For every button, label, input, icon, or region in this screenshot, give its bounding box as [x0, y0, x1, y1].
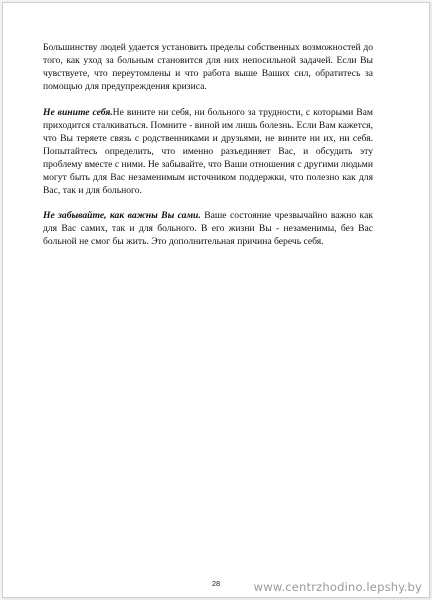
site-watermark: www.centrzhodino.lepshy.by	[253, 580, 422, 594]
page-number: 28	[211, 579, 221, 588]
paragraph-intro	[43, 41, 373, 93]
paragraph-self-importance	[43, 209, 373, 248]
paragraph-lead: Не вините себя.	[43, 107, 113, 118]
paragraph-dont-blame	[43, 106, 373, 197]
paragraph-text: Не вините ни себя, ни больного за трудности, с которыми Вам приходится сталкиваться. Помните - виной им лишь болезнь. Если Вам кажется, что Вы теряете связь с родственниками и друзьями, не вините ни их, ни себя. Попытайтесь определить, что именно разъединяет Вас, и обсудить эту проблему вместе с ними. Не забывайте, что Ваши отношения с другими людьми могут быть для Вас незаменимым источником поддержки, что полезно как для Вас, так и для больного.	[43, 107, 373, 196]
paragraph-lead: Не забывайте, как важны Вы сами.	[43, 210, 201, 221]
paragraph-text: Ваше состояние чрезвычайно важно как для Вас самих, так и для больного. В его жизни Вы - незаменимы, без Вас больной не смог бы жить. Это дополнительная причина беречь себя.	[43, 210, 373, 247]
document-page	[2, 2, 430, 598]
document-body	[43, 41, 373, 260]
paragraph-text: Большинству людей удается установить пределы собственных возможностей до того, как уход за больным становится для них непосильной задачей. Если Вы чувствуете, что переутомлены и что работа выше Ваших сил, обратитесь за помощью для предупреждения кризиса.	[43, 42, 373, 92]
